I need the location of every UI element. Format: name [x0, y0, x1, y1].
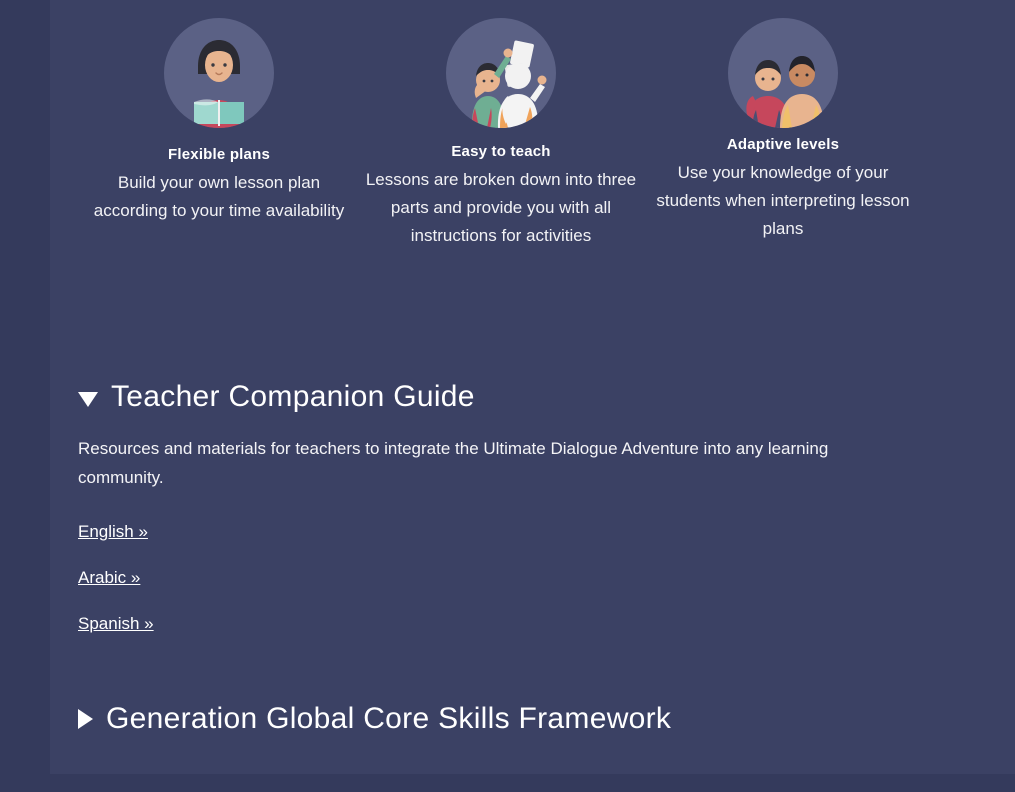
link-english[interactable]: English »	[78, 522, 148, 541]
left-edge-panel	[0, 0, 50, 792]
features-row	[78, 18, 983, 250]
link-spanish[interactable]: Spanish »	[78, 614, 154, 633]
feature-title: Adaptive levels	[726, 136, 840, 153]
feature-title: Easy to teach	[451, 143, 551, 160]
accordion-teacher-companion-guide	[78, 380, 983, 661]
feature-card	[642, 18, 924, 250]
accordion-body-text: Resources and materials for teachers to integrate the Ultimate Dialogue Adventure into any learning community.	[78, 439, 829, 487]
accordion-title: Generation Global Core Skills Framework	[106, 702, 672, 735]
link-row	[78, 615, 983, 661]
feature-title: Flexible plans	[168, 146, 270, 163]
triangle-right-icon[interactable]	[78, 709, 93, 729]
link-row	[78, 569, 983, 615]
two-students-icon	[728, 18, 838, 128]
accordion-header-teacher-companion-guide[interactable]	[78, 380, 983, 414]
link-row	[78, 523, 983, 569]
feature-description: Build your own lesson plan according to your time availability	[93, 173, 345, 220]
accordion-header-core-skills-framework[interactable]	[78, 702, 983, 736]
accordion-title: Teacher Companion Guide	[111, 380, 475, 413]
triangle-down-icon[interactable]	[78, 392, 98, 407]
accordion-core-skills-framework	[78, 702, 983, 736]
feature-card	[78, 18, 360, 250]
feature-description: Use your knowledge of your students when interpreting lesson plans	[656, 163, 910, 238]
students-raising-hands-icon	[446, 18, 556, 128]
language-links	[78, 523, 983, 661]
teacher-reading-book-icon	[164, 18, 274, 128]
bottom-edge-panel	[0, 774, 1015, 792]
feature-description: Lessons are broken down into three parts and provide you with all instructions for activities	[365, 170, 637, 245]
feature-card	[360, 18, 642, 250]
link-arabic[interactable]: Arabic »	[78, 568, 141, 587]
